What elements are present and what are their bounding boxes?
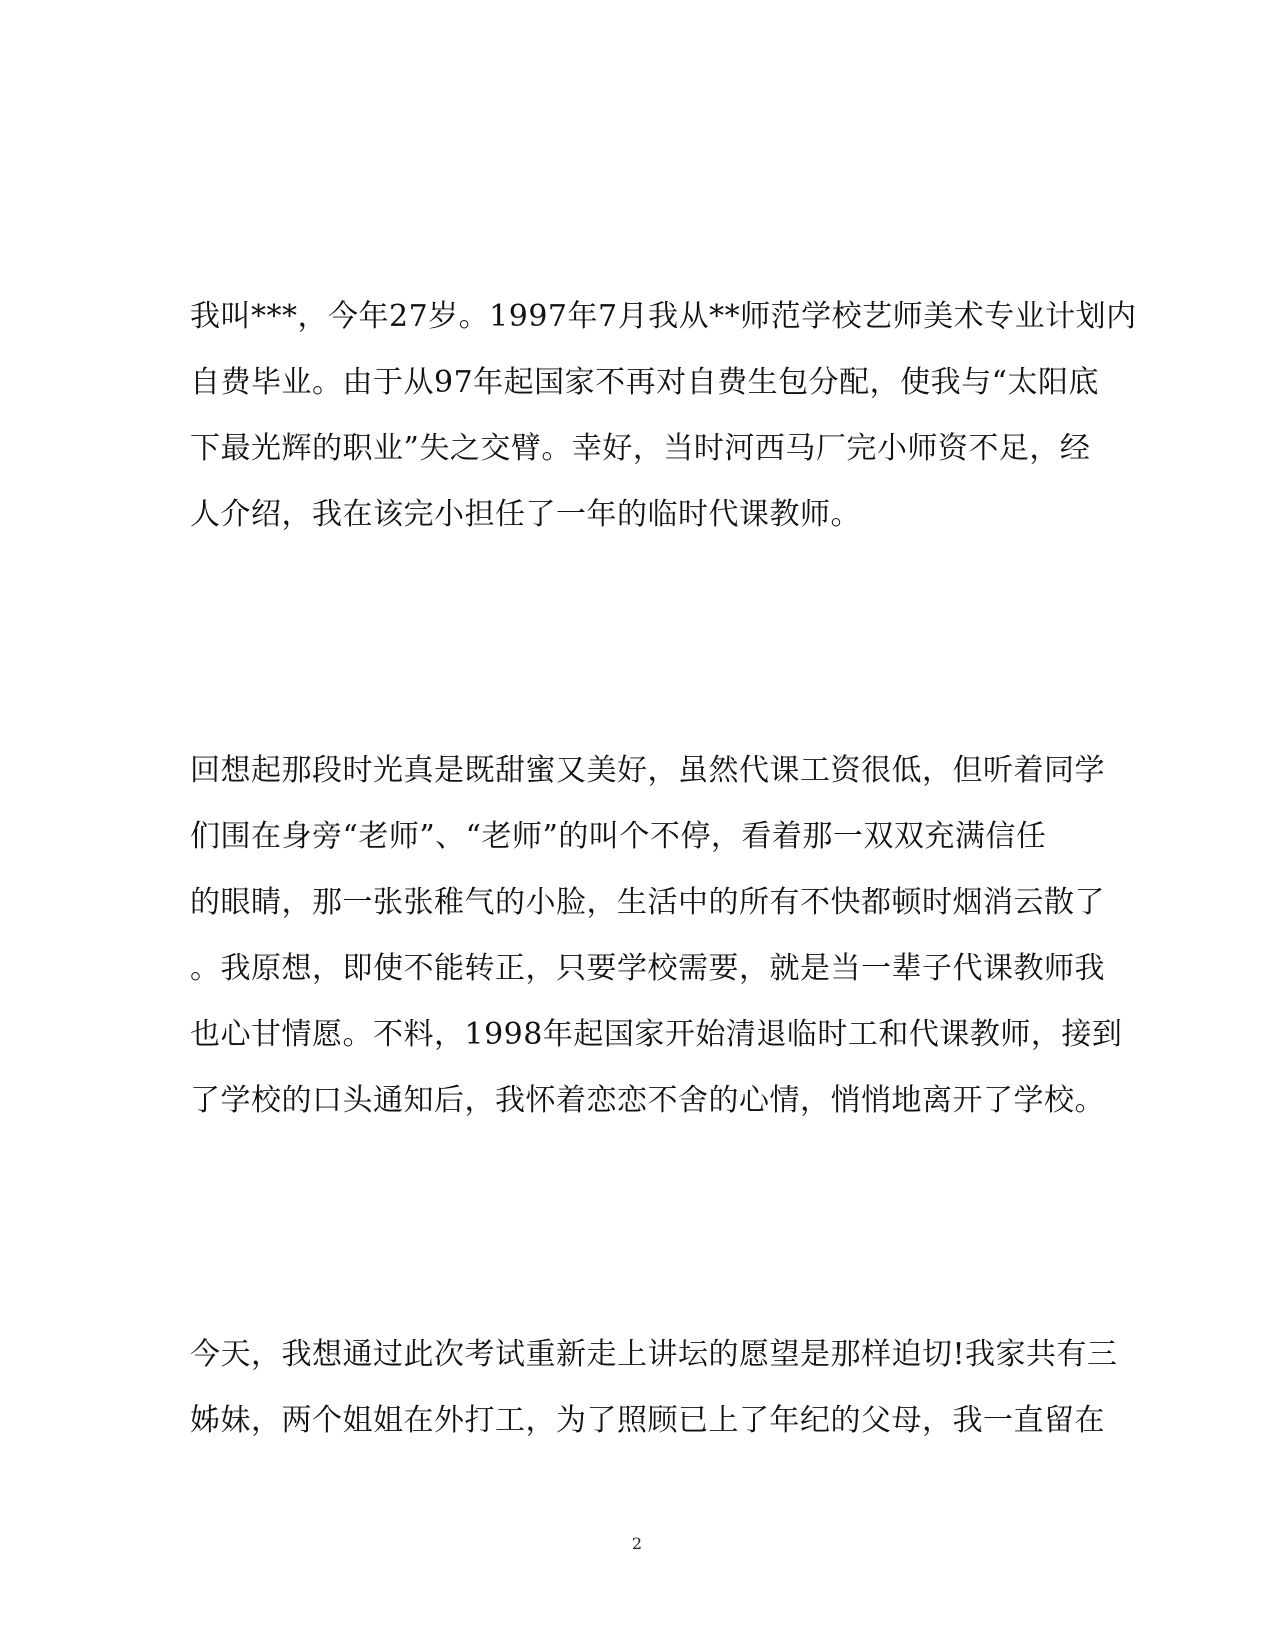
paragraph-line: 也心甘情愿。不料，1998年起国家开始清退临时工和代课教师，接到 xyxy=(190,1017,1123,1052)
paragraph-3 xyxy=(190,1322,1118,1454)
page-number: 2 xyxy=(631,1534,643,1553)
paragraph-line: 我叫***，今年27岁。1997年7月我从**师范学校艺师美术专业计划内 xyxy=(190,299,1137,334)
paragraph-line: 姊妹，两个姐姐在外打工，为了照顾已上了年纪的父母，我一直留在 xyxy=(190,1403,1105,1438)
paragraph-line: 人介绍，我在该完小担任了一年的临时代课教师。 xyxy=(190,497,861,532)
paragraph-line: 下最光辉的职业”失之交臂。幸好，当时河西马厂完小师资不足，经 xyxy=(190,431,1091,466)
paragraph-line: 们围在身旁“老师”、“老师”的叫个不停，看着那一双双充满信任 xyxy=(190,819,1047,854)
paragraph-2 xyxy=(190,738,1123,1134)
paragraph-line: 了学校的口头通知后，我怀着恋恋不舍的心情，悄悄地离开了学校。 xyxy=(190,1083,1105,1118)
paragraph-line: 今天，我想通过此次考试重新走上讲坛的愿望是那样迫切!我家共有三 xyxy=(190,1337,1118,1372)
paragraph-line: 。我原想，即使不能转正，只要学校需要，就是当一辈子代课教师我 xyxy=(190,951,1105,986)
paragraph-line: 回想起那段时光真是既甜蜜又美好，虽然代课工资很低，但听着同学 xyxy=(190,753,1105,788)
paragraph-line: 自费毕业。由于从97年起国家不再对自费生包分配，使我与“太阳底 xyxy=(190,365,1100,400)
paragraph-line: 的眼睛，那一张张稚气的小脸，生活中的所有不快都顿时烟消云散了 xyxy=(190,885,1105,920)
paragraph-1 xyxy=(190,284,1137,548)
